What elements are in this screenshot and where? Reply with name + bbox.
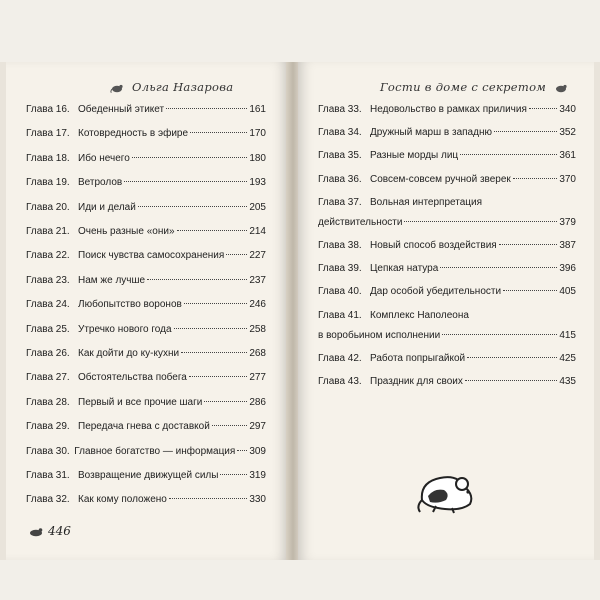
toc-entry [26,299,266,310]
dot-leader [465,380,557,381]
dot-leader [189,376,247,377]
chapter-number: Глава 21. [26,226,70,237]
running-head-left-text: Ольга Назарова [131,80,234,94]
chapter-title: Поиск чувства самосохранения [78,250,225,262]
open-book [0,62,600,560]
right-page [298,62,594,560]
page-number: 205 [249,201,266,213]
toc-entry [26,470,266,481]
chapter-number: Глава 30. [26,445,70,457]
chapter-number: Глава 17. [26,128,70,140]
dot-leader [513,178,558,179]
dot-leader [503,290,557,291]
page-number: 246 [249,299,266,311]
page-number: 352 [559,127,576,139]
chapter-title: Возвращение движущей силы [78,470,219,481]
page-number: 379 [559,216,576,228]
chapter-title: Очень разные «они» [78,226,175,237]
dot-leader [494,131,557,132]
chapter-title: Ветролов [78,177,123,189]
chapter-number: Глава 26. [26,348,70,359]
chapter-number: Глава 22. [26,250,70,262]
chapter-number: Глава 36. [318,173,362,185]
mouse-icon [554,83,568,93]
page-number: 370 [559,173,576,185]
chapter-title: Обстоятельства побега [78,372,187,384]
chapter-number: Глава 38. [318,240,362,251]
dot-leader [132,157,248,158]
chapter-title: Дружный марш в западню [370,127,492,139]
page-number: 396 [559,263,576,275]
chapter-title: Котовредность в эфире [78,128,189,140]
chapter-number: Глава 35. [318,150,362,162]
dot-leader [181,352,247,353]
dot-leader [460,154,557,155]
dot-leader [177,230,248,231]
page-number: 286 [249,396,266,408]
toc-entry [318,197,576,208]
toc-entry [26,348,266,359]
toc-entry [26,226,266,237]
chapter-number: Глава 41. [318,309,362,321]
toc-entry [318,286,576,297]
toc-entry [318,310,576,321]
chapter-title: Совсем-совсем ручной зверек [370,173,511,185]
dot-leader [174,328,248,329]
dot-leader [467,357,557,358]
toc-entry [26,202,266,213]
dot-leader [404,221,557,222]
mouse-icon [28,526,44,537]
chapter-number: Глава 34. [318,127,362,139]
chapter-number: Глава 37. [318,196,362,208]
dot-leader [184,303,247,304]
chapter-number: Глава 31. [26,470,70,481]
chapter-title-line2: в воробьином исполнении [318,329,441,341]
dot-leader [529,108,557,109]
folio-number: 446 [48,524,71,538]
chapter-title: Обеденный этикет [78,104,165,115]
dot-leader [124,181,247,182]
page-number: 214 [249,226,266,237]
page-number: 237 [249,274,266,286]
folio [28,524,71,538]
chapter-number: Глава 39. [318,263,362,275]
chapter-title: Праздник для своих [370,376,463,387]
chapter-title: Как дойти до ку-кухни [78,348,180,359]
toc-entry [318,127,576,138]
toc-entry [318,376,576,387]
page-number: 361 [559,150,576,162]
toc-entry [26,446,266,457]
page-number: 268 [249,348,266,359]
toc-entry [26,104,266,115]
page-number: 297 [249,421,266,433]
dot-leader [226,254,247,255]
chapter-number: Глава 29. [26,421,70,433]
page-number: 309 [249,445,266,457]
chapter-title: Недовольство в рамках приличия [370,104,527,115]
page-number: 387 [559,240,576,251]
chapter-title: Нам же лучше [78,274,146,286]
toc-entry [26,494,266,505]
chapter-number: Глава 28. [26,396,70,408]
dot-leader [138,206,248,207]
toc-entry [26,372,266,383]
toc-entry [318,263,576,274]
toc-entry [26,177,266,188]
page-number: 340 [559,104,576,115]
page-number: 277 [249,372,266,384]
chapter-title: Новый способ воздействия [370,240,497,251]
chapter-title: Любопытство воронов [78,299,182,311]
toc-entry [26,153,266,164]
page-number: 258 [249,323,266,335]
toc-entry [26,324,266,335]
toc-entry [318,353,576,364]
toc-entry [318,150,576,161]
running-head-right [380,80,572,94]
toc-entry-continuation [318,330,576,341]
toc-entry [318,240,576,251]
chapter-number: Глава 33. [318,104,362,115]
left-page [6,62,288,560]
running-head-left [106,80,233,94]
dot-leader [147,279,247,280]
page-number: 330 [249,494,266,506]
toc-entry [26,128,266,139]
chapter-number: Глава 43. [318,376,362,387]
dot-leader [190,132,247,133]
dot-leader [166,108,247,109]
chapter-title: Дар особой убедительности [370,286,502,298]
page-number: 161 [249,104,266,115]
page-number: 170 [249,128,266,140]
page-number: 319 [249,470,266,481]
page-number: 405 [559,286,576,298]
dot-leader [204,401,247,402]
chapter-number: Глава 23. [26,274,70,286]
chapter-title: Первый и все прочие шаги [78,396,203,408]
chapter-number: Глава 27. [26,372,70,384]
chapter-number: Глава 16. [26,104,70,115]
chapter-title: Вольная интерпретация [370,196,482,208]
mouse-illustration-icon [416,466,480,514]
page-number: 227 [249,250,266,262]
toc-entry [26,421,266,432]
chapter-title-line2: действительности [318,216,403,228]
running-head-right-text: Гости в доме с секретом [380,80,547,94]
toc-entry [318,174,576,185]
chapter-title: Разные морды лиц [370,150,459,162]
chapter-number: Глава 24. [26,299,70,311]
chapter-number: Глава 25. [26,323,70,335]
dot-leader [237,450,247,451]
chapter-title: Комплекс Наполеона [370,309,469,321]
chapter-number: Глава 19. [26,177,70,189]
dot-leader [212,425,248,426]
chapter-number: Глава 20. [26,201,70,213]
toc-entry-continuation [318,217,576,228]
page-number: 435 [559,376,576,387]
chapter-title: Иди и делай [78,201,136,213]
dot-leader [220,474,247,475]
chapter-number: Глава 42. [318,352,362,364]
chapter-title: Главное богатство — информация [74,445,236,457]
chapter-title: Передача гнева с доставкой [78,421,210,433]
chapter-title: Цепкая натура [370,263,439,275]
toc-entry [26,275,266,286]
chapter-title: Утречко нового года [78,323,172,335]
dot-leader [442,334,557,335]
chapter-title: Как кому положено [78,494,167,506]
chapter-title: Ибо нечего [78,152,130,164]
chapter-number: Глава 32. [26,494,70,506]
page-number: 180 [249,152,266,164]
chapter-number: Глава 18. [26,152,70,164]
page-number: 193 [249,177,266,189]
toc-entry [26,397,266,408]
dot-leader [169,498,247,499]
page-number: 415 [559,329,576,341]
chapter-title: Работа попрыгайкой [370,352,466,364]
dot-leader [440,267,557,268]
dot-leader [499,244,558,245]
chapter-number: Глава 40. [318,286,362,298]
toc-entry [26,250,266,261]
toc-entry [318,104,576,115]
mouse-icon [110,83,124,93]
page-number: 425 [559,352,576,364]
